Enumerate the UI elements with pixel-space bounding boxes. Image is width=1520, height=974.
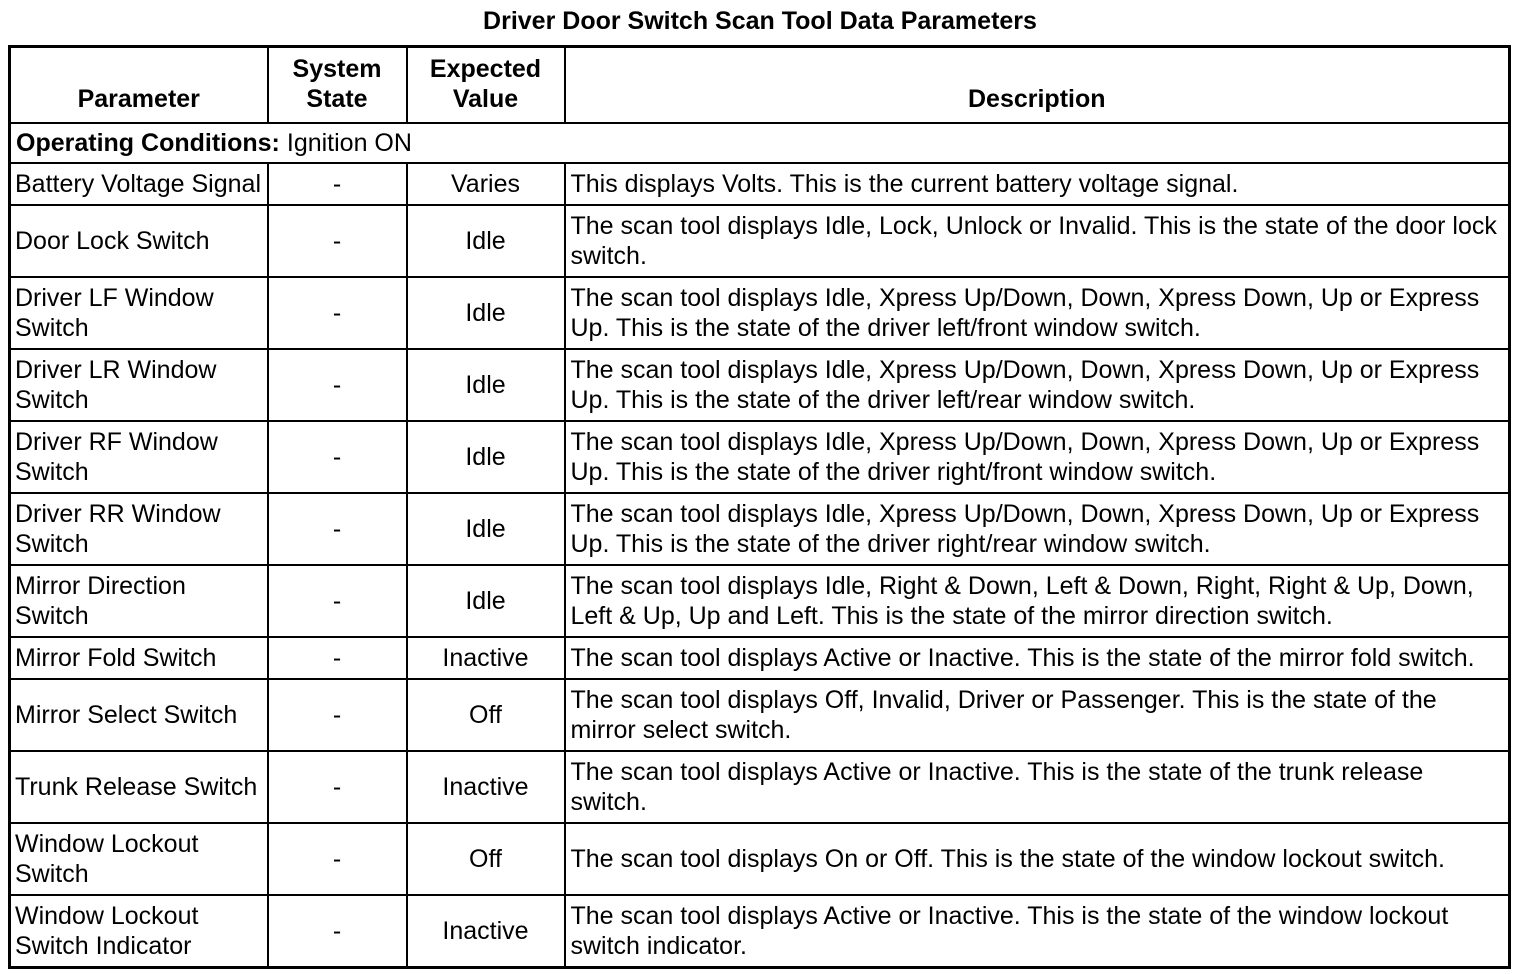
table-row xyxy=(10,565,1510,637)
operating-conditions-label: Operating Conditions: xyxy=(16,129,280,157)
header-description: Description xyxy=(565,47,1510,124)
parameter-cell: Battery Voltage Signal xyxy=(10,163,268,205)
parameter-cell: Driver LF Window Switch xyxy=(10,277,268,349)
parameter-cell: Window Lockout Switch xyxy=(10,823,268,895)
table-row xyxy=(10,421,1510,493)
description-cell: This displays Volts. This is the current battery voltage signal. xyxy=(565,163,1510,205)
description-cell: The scan tool displays On or Off. This is the state of the window lockout switch. xyxy=(565,823,1510,895)
system-state-cell: - xyxy=(268,751,407,823)
system-state-cell: - xyxy=(268,679,407,751)
header-parameter: Parameter xyxy=(10,47,268,124)
expected-value-cell: Inactive xyxy=(407,895,565,968)
header-expected-value: Expected Value xyxy=(407,47,565,124)
table-row xyxy=(10,493,1510,565)
expected-value-cell: Inactive xyxy=(407,637,565,679)
table-row xyxy=(10,751,1510,823)
parameter-cell: Driver LR Window Switch xyxy=(10,349,268,421)
description-cell: The scan tool displays Off, Invalid, Driver or Passenger. This is the state of the mirror select switch. xyxy=(565,679,1510,751)
operating-conditions-value: Ignition ON xyxy=(286,129,412,157)
table-row xyxy=(10,277,1510,349)
expected-value-cell: Idle xyxy=(407,277,565,349)
description-cell: The scan tool displays Idle, Right & Down, Left & Down, Right, Right & Up, Down, Left & Up, Up and Left. This is the state of the mirror direction switch. xyxy=(565,565,1510,637)
expected-value-cell: Idle xyxy=(407,565,565,637)
system-state-cell: - xyxy=(268,493,407,565)
description-cell: The scan tool displays Idle, Xpress Up/Down, Down, Xpress Down, Up or Express Up. This is the state of the driver right/front window switch. xyxy=(565,421,1510,493)
table-row xyxy=(10,895,1510,968)
page-title: Driver Door Switch Scan Tool Data Parameters xyxy=(483,7,1037,35)
description-cell: The scan tool displays Active or Inactive. This is the state of the window lockout switch indicator. xyxy=(565,895,1510,968)
parameter-cell: Mirror Select Switch xyxy=(10,679,268,751)
system-state-cell: - xyxy=(268,565,407,637)
description-cell: The scan tool displays Idle, Xpress Up/Down, Down, Xpress Down, Up or Express Up. This is the state of the driver left/rear window switch. xyxy=(565,349,1510,421)
parameter-cell: Trunk Release Switch xyxy=(10,751,268,823)
system-state-cell: - xyxy=(268,895,407,968)
header-row xyxy=(10,47,1510,124)
system-state-cell: - xyxy=(268,277,407,349)
expected-value-cell: Idle xyxy=(407,493,565,565)
table-row xyxy=(10,823,1510,895)
table-row xyxy=(10,205,1510,277)
parameter-cell: Door Lock Switch xyxy=(10,205,268,277)
parameter-cell: Mirror Fold Switch xyxy=(10,637,268,679)
table-row xyxy=(10,637,1510,679)
header-system-state: System State xyxy=(268,47,407,124)
system-state-cell: - xyxy=(268,349,407,421)
parameter-cell: Mirror Direction Switch xyxy=(10,565,268,637)
description-cell: The scan tool displays Active or Inactive. This is the state of the trunk release switch. xyxy=(565,751,1510,823)
system-state-cell: - xyxy=(268,163,407,205)
operating-conditions-cell xyxy=(10,123,1510,163)
operating-conditions-row xyxy=(10,123,1510,163)
description-cell: The scan tool displays Idle, Xpress Up/Down, Down, Xpress Down, Up or Express Up. This is the state of the driver right/rear window switch. xyxy=(565,493,1510,565)
expected-value-cell: Off xyxy=(407,679,565,751)
expected-value-cell: Idle xyxy=(407,205,565,277)
system-state-cell: - xyxy=(268,421,407,493)
scan-tool-parameters-table xyxy=(8,45,1511,969)
description-cell: The scan tool displays Idle, Xpress Up/Down, Down, Xpress Down, Up or Express Up. This is the state of the driver left/front window switch. xyxy=(565,277,1510,349)
parameter-cell: Driver RR Window Switch xyxy=(10,493,268,565)
parameter-cell: Driver RF Window Switch xyxy=(10,421,268,493)
table-row xyxy=(10,349,1510,421)
table-row xyxy=(10,679,1510,751)
system-state-cell: - xyxy=(268,205,407,277)
system-state-cell: - xyxy=(268,823,407,895)
system-state-cell: - xyxy=(268,637,407,679)
expected-value-cell: Inactive xyxy=(407,751,565,823)
table-row xyxy=(10,163,1510,205)
description-cell: The scan tool displays Idle, Lock, Unlock or Invalid. This is the state of the door lock switch. xyxy=(565,205,1510,277)
expected-value-cell: Idle xyxy=(407,421,565,493)
parameter-cell: Window Lockout Switch Indicator xyxy=(10,895,268,968)
expected-value-cell: Idle xyxy=(407,349,565,421)
expected-value-cell: Off xyxy=(407,823,565,895)
description-cell: The scan tool displays Active or Inactive. This is the state of the mirror fold switch. xyxy=(565,637,1510,679)
expected-value-cell: Varies xyxy=(407,163,565,205)
